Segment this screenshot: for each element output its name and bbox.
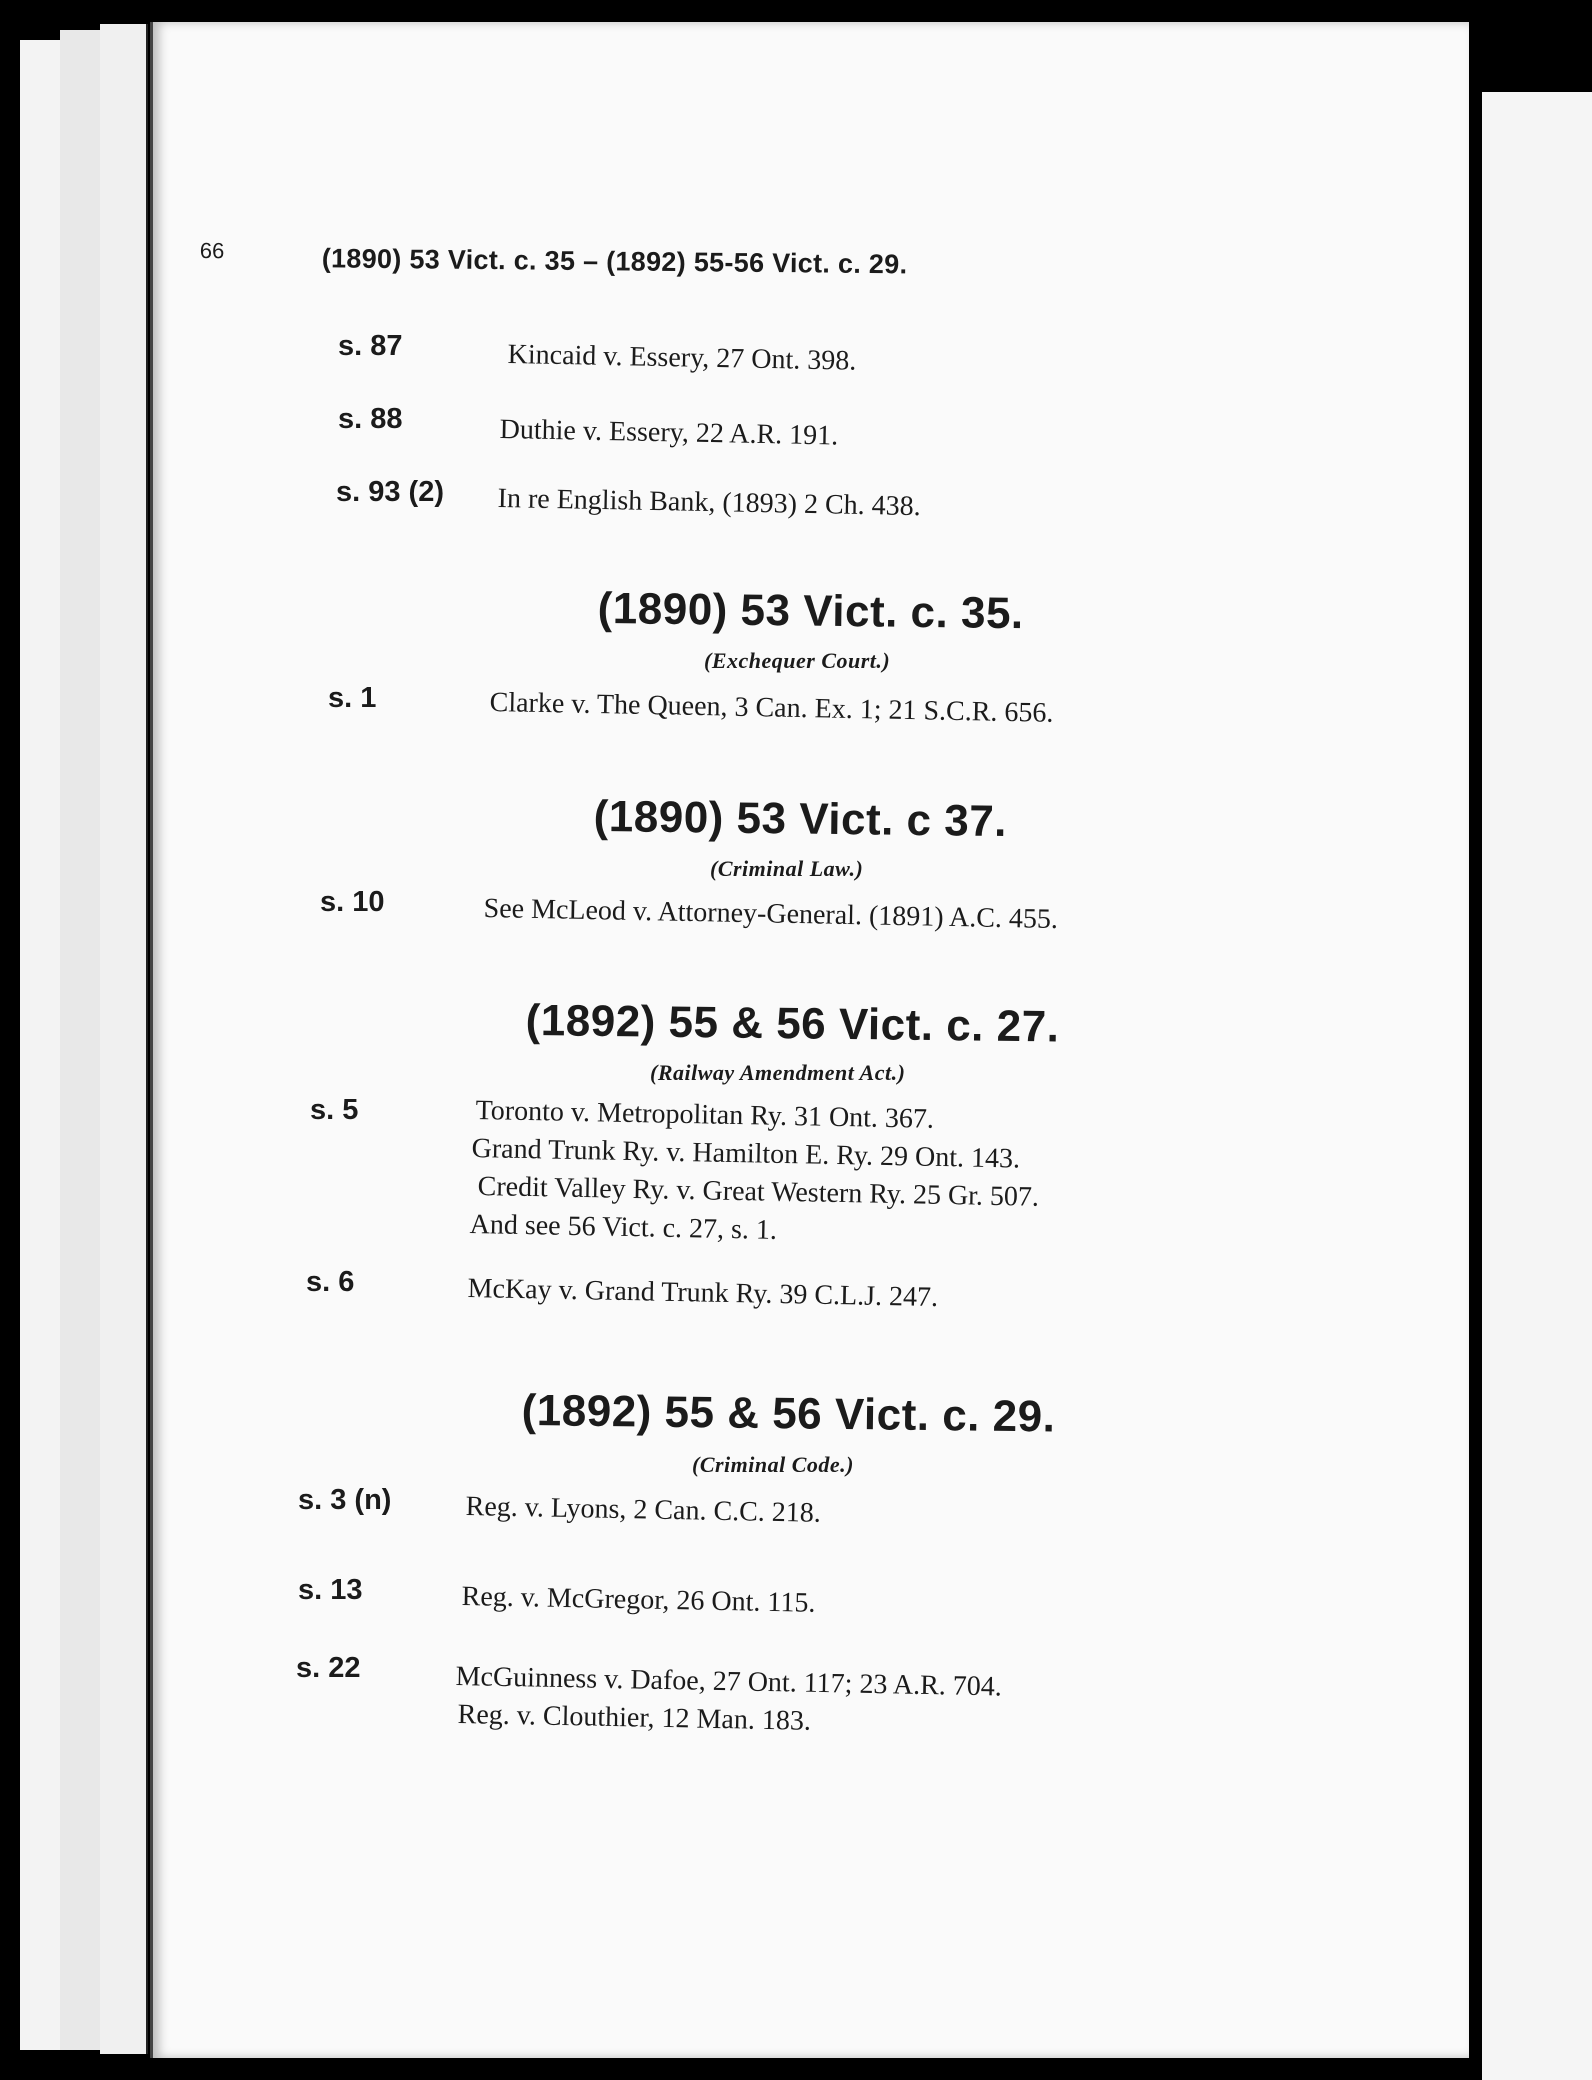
citation-line: In re English Bank, (1893) 2 Ch. 438. bbox=[497, 482, 921, 523]
statute-heading: (1890) 53 Vict. c. 35. bbox=[597, 584, 1024, 639]
section-label: s. 93 (2) bbox=[336, 476, 444, 508]
running-title: (1890) 53 Vict. c. 35 – (1892) 55-56 Vict. c. 29. bbox=[321, 243, 908, 280]
statute-heading: (1892) 55 & 56 Vict. c. 27. bbox=[525, 996, 1060, 1052]
section-label: s. 88 bbox=[338, 403, 403, 435]
citation-line: Toronto v. Metropolitan Ry. 31 Ont. 367. bbox=[475, 1094, 935, 1135]
section-label: s. 87 bbox=[338, 330, 403, 362]
section-label: s. 10 bbox=[320, 886, 385, 918]
statute-subtitle: (Criminal Code.) bbox=[692, 1452, 855, 1477]
citation-line: Credit Valley Ry. v. Great Western Ry. 25 Gr. 507. bbox=[477, 1170, 1040, 1213]
section-label: s. 1 bbox=[328, 682, 377, 714]
section-label: s. 6 bbox=[306, 1266, 355, 1298]
citation-line: McGuinness v. Dafoe, 27 Ont. 117; 23 A.R. 704. bbox=[455, 1660, 1003, 1703]
adjacent-page-edge bbox=[1482, 92, 1592, 2080]
citation-line: Grand Trunk Ry. v. Hamilton E. Ry. 29 Ont. 143. bbox=[471, 1132, 1021, 1175]
section-label: s. 5 bbox=[310, 1094, 359, 1126]
citation-line: Clarke v. The Queen, 3 Can. Ex. 1; 21 S.C.R. 656. bbox=[489, 686, 1054, 729]
page-stack-edge-3 bbox=[100, 24, 148, 2054]
statute-heading: (1890) 53 Vict. c 37. bbox=[593, 792, 1008, 847]
section-label: s. 22 bbox=[296, 1652, 361, 1684]
statute-subtitle: (Criminal Law.) bbox=[710, 856, 864, 881]
citation-line: McKay v. Grand Trunk Ry. 39 C.L.J. 247. bbox=[467, 1272, 939, 1314]
citation-line: Reg. v. Lyons, 2 Can. C.C. 218. bbox=[465, 1490, 822, 1529]
citation-line: Kincaid v. Essery, 27 Ont. 398. bbox=[507, 338, 857, 377]
citation-line: See McLeod v. Attorney-General. (1891) A.C. 455. bbox=[483, 892, 1059, 936]
citation-line: Duthie v. Essery, 22 A.R. 191. bbox=[499, 413, 839, 452]
statute-heading: (1892) 55 & 56 Vict. c. 29. bbox=[521, 1386, 1056, 1442]
statute-subtitle: (Railway Amendment Act.) bbox=[650, 1060, 906, 1085]
page-number: 66 bbox=[199, 238, 225, 264]
statute-subtitle: (Exchequer Court.) bbox=[704, 648, 891, 673]
citation-line: And see 56 Vict. c. 27, s. 1. bbox=[469, 1208, 778, 1246]
section-label: s. 13 bbox=[298, 1574, 363, 1606]
citation-line: Reg. v. McGregor, 26 Ont. 115. bbox=[461, 1580, 816, 1619]
citation-line: Reg. v. Clouthier, 12 Man. 183. bbox=[457, 1698, 812, 1737]
section-label: s. 3 (n) bbox=[298, 1484, 392, 1516]
